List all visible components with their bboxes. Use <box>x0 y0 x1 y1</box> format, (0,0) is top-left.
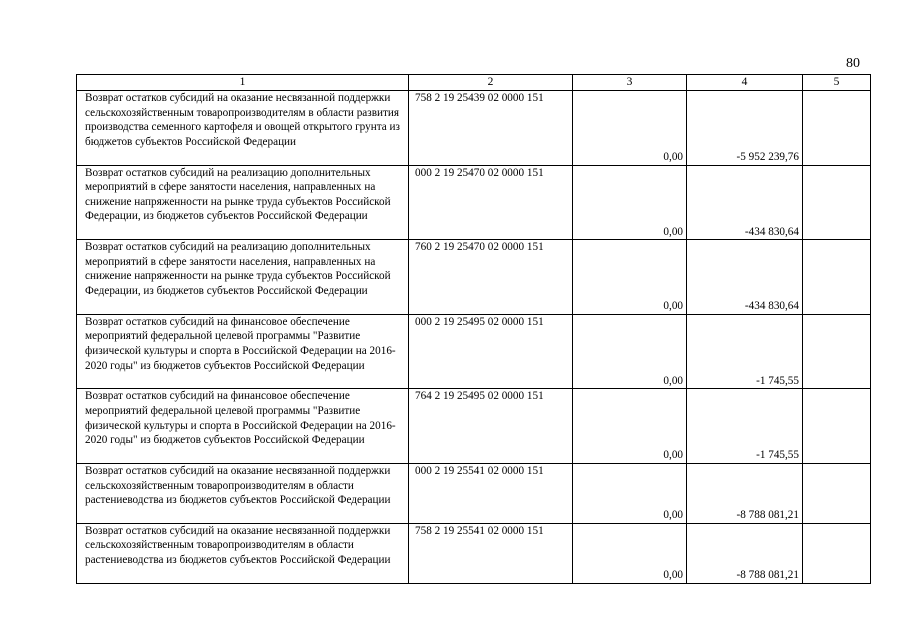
table-row <box>77 389 871 464</box>
row-col5-value <box>803 463 871 523</box>
row-col5-value <box>803 523 871 583</box>
row-code: 760 2 19 25470 02 0000 151 <box>409 240 573 315</box>
row-col3-value: 0,00 <box>573 389 687 464</box>
row-col5-value <box>803 389 871 464</box>
row-name: Возврат остатков субсидий на финансовое обеспечение мероприятий федеральной целевой программы "Развитие физической культуры и спорта в Российской Федерации на 2016-2020 годы" из бюджетов субъектов Российской Федерации <box>77 314 409 389</box>
table-row <box>77 165 871 240</box>
row-col3-value: 0,00 <box>573 165 687 240</box>
table-row <box>77 91 871 166</box>
row-col4-value: -8 788 081,21 <box>687 523 803 583</box>
column-header-4: 4 <box>687 75 803 91</box>
row-col3-value: 0,00 <box>573 240 687 315</box>
table-row <box>77 240 871 315</box>
row-name: Возврат остатков субсидий на финансовое обеспечение мероприятий федеральной целевой программы "Развитие физической культуры и спорта в Российской Федерации на 2016-2020 годы" из бюджетов субъектов Российской Федерации <box>77 389 409 464</box>
table-header-row <box>77 75 871 91</box>
row-col5-value <box>803 165 871 240</box>
row-col3-value: 0,00 <box>573 314 687 389</box>
row-col4-value: -1 745,55 <box>687 389 803 464</box>
row-col5-value <box>803 91 871 166</box>
row-code: 758 2 19 25541 02 0000 151 <box>409 523 573 583</box>
row-col5-value <box>803 240 871 315</box>
row-name: Возврат остатков субсидий на реализацию дополнительных мероприятий в сфере занятости населения, направленных на снижение напряженности на рынке труда субъектов Российской Федерации, из бюджетов субъектов Российской Федерации <box>77 165 409 240</box>
column-header-3: 3 <box>573 75 687 91</box>
row-code: 000 2 19 25470 02 0000 151 <box>409 165 573 240</box>
column-header-5: 5 <box>803 75 871 91</box>
column-header-1: 1 <box>77 75 409 91</box>
row-col4-value: -434 830,64 <box>687 165 803 240</box>
row-name: Возврат остатков субсидий на оказание несвязанной поддержки сельскохозяйственным товаропроизводителям в области развития производства семенного картофеля и овощей открытого грунта из бюджетов субъектов Российской Федерации <box>77 91 409 166</box>
table-row <box>77 463 871 523</box>
row-code: 000 2 19 25495 02 0000 151 <box>409 314 573 389</box>
page-number: 80 <box>846 56 860 71</box>
row-name: Возврат остатков субсидий на реализацию дополнительных мероприятий в сфере занятости населения, направленных на снижение напряженности на рынке труда субъектов Российской Федерации, из бюджетов субъектов Российской Федерации <box>77 240 409 315</box>
row-col3-value: 0,00 <box>573 463 687 523</box>
row-name: Возврат остатков субсидий на оказание несвязанной поддержки сельскохозяйственным товаропроизводителям в области растениеводства из бюджетов субъектов Российской Федерации <box>77 523 409 583</box>
row-col4-value: -8 788 081,21 <box>687 463 803 523</box>
row-name: Возврат остатков субсидий на оказание несвязанной поддержки сельскохозяйственным товаропроизводителям в области растениеводства из бюджетов субъектов Российской Федерации <box>77 463 409 523</box>
table-row <box>77 523 871 583</box>
budget-table <box>76 74 871 584</box>
row-code: 758 2 19 25439 02 0000 151 <box>409 91 573 166</box>
row-col4-value: -5 952 239,76 <box>687 91 803 166</box>
row-code: 764 2 19 25495 02 0000 151 <box>409 389 573 464</box>
row-col5-value <box>803 314 871 389</box>
column-header-2: 2 <box>409 75 573 91</box>
table-row <box>77 314 871 389</box>
row-code: 000 2 19 25541 02 0000 151 <box>409 463 573 523</box>
row-col3-value: 0,00 <box>573 91 687 166</box>
row-col4-value: -1 745,55 <box>687 314 803 389</box>
row-col3-value: 0,00 <box>573 523 687 583</box>
row-col4-value: -434 830,64 <box>687 240 803 315</box>
